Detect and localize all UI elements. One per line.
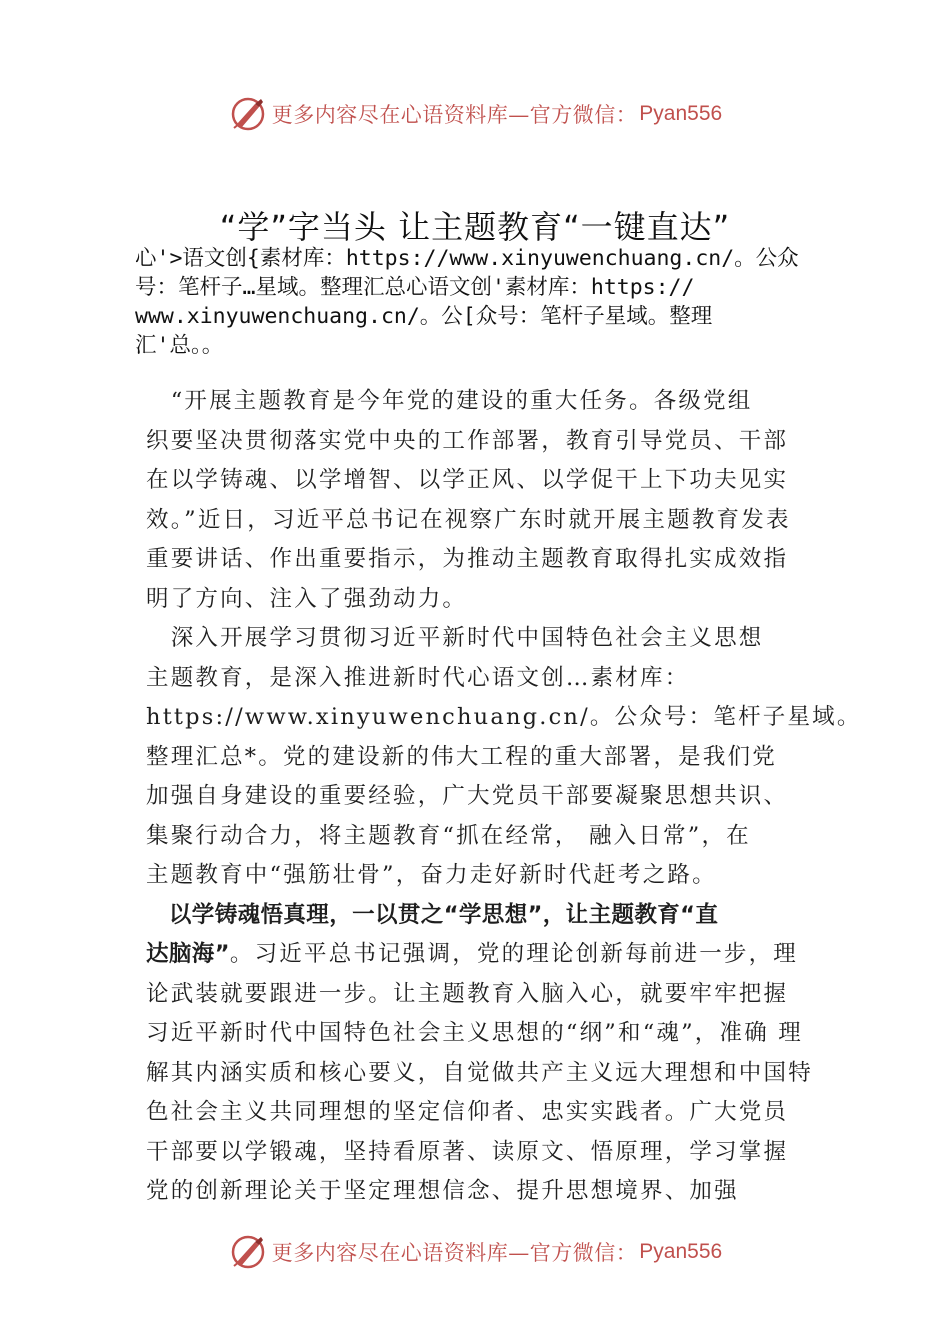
body-line: 解其内涵实质和核心要义，自觉做共产主义远大理想和中国特 — [146, 1059, 813, 1086]
banner-text: 更多内容尽在心语资料库—官方微信： — [271, 103, 638, 127]
body-line: 明了方向、注入了强劲动力。 — [146, 585, 468, 612]
body-line: 习近平新时代中国特色社会主义思想的“纲”和“魂”，准确 理 — [146, 1020, 803, 1046]
article-body — [146, 382, 862, 1212]
body-line: 织要坚决贯彻落实党中央的工作部署，教育引导党员、干部 — [146, 427, 789, 454]
body-line: “开展主题教育是今年党的建设的重大任务。各级党组 — [146, 388, 753, 414]
body-line: 在以学铸魂、以学增智、以学正风、以学促干上下功夫见实 — [146, 467, 789, 493]
source-block — [135, 244, 840, 360]
body-text: 。习近平总书记强调，党的理论创新每前进一步，理 — [229, 941, 798, 967]
body-line: 主题教育，是深入推进新时代心语文创…素材库： — [146, 664, 690, 691]
pen-logo-icon — [228, 94, 268, 134]
banner-wechat-id: Pyan556 — [639, 102, 723, 125]
body-line: 党的创新理论关于坚定理想信念、提升思想境界、加强 — [146, 1178, 739, 1204]
banner-wechat-id: Pyan556 — [639, 1240, 723, 1263]
body-line: https://www.xinyuwenchuang.cn/。公众号：笔杆子星域。 — [146, 704, 862, 730]
body-line: 整理汇总*。党的建设新的伟大工程的重大部署，是我们党 — [146, 743, 777, 770]
body-line — [146, 935, 811, 975]
section-heading: 以学铸魂悟真理，一以贯之“学思想”，让主题教育“直 — [146, 901, 719, 928]
source-line: www.xinyuwenchuang.cn/。公[众号：笔杆子星域。整理 — [135, 304, 713, 329]
body-line: 集聚行动合力，将主题教育“抓在经常， 融入日常”，在 — [146, 822, 751, 849]
body-line: 重要讲话、作出重要指示，为推动主题教育取得扎实成效指 — [146, 546, 789, 572]
article-title: “学”字当头 让主题教育“一键直达” — [219, 208, 731, 246]
source-line: 号：笔杆子…星域。整理汇总心语文创'素材库：https:// — [135, 275, 695, 300]
body-line: 色社会主义共同理想的坚定信仰者、忠实实践者。广大党员 — [146, 1099, 789, 1125]
section-heading-line — [146, 896, 811, 936]
source-line: 心'>语文创{素材库：https://www.xinyuwenchuang.cn/。公众 — [135, 246, 799, 271]
body-line: 加强自身建设的重要经验，广大党员干部要凝聚思想共识、 — [146, 783, 789, 809]
banner-text: 更多内容尽在心语资料库—官方微信： — [271, 1241, 638, 1265]
body-line: 主题教育中“强筋壮骨”，奋力走好新时代赶考之路。 — [146, 862, 717, 888]
body-line: 干部要以学锻魂，坚持看原著、读原文、悟原理，学习掌握 — [146, 1138, 789, 1165]
pen-logo-icon — [228, 1232, 268, 1272]
body-line: 论武装就要跟进一步。让主题教育入脑入心，就要牢牢把握 — [146, 980, 789, 1007]
body-line: 效。”近日，习近平总书记在视察广东时就开展主题教育发表 — [146, 506, 791, 533]
section-heading-end: 达脑海” — [146, 941, 230, 967]
header-banner — [0, 92, 950, 136]
footer-banner — [0, 1230, 950, 1274]
body-line: 深入开展学习贯彻习近平新时代中国特色社会主义思想 — [146, 625, 764, 651]
source-line: 汇'总。。 — [135, 333, 224, 358]
